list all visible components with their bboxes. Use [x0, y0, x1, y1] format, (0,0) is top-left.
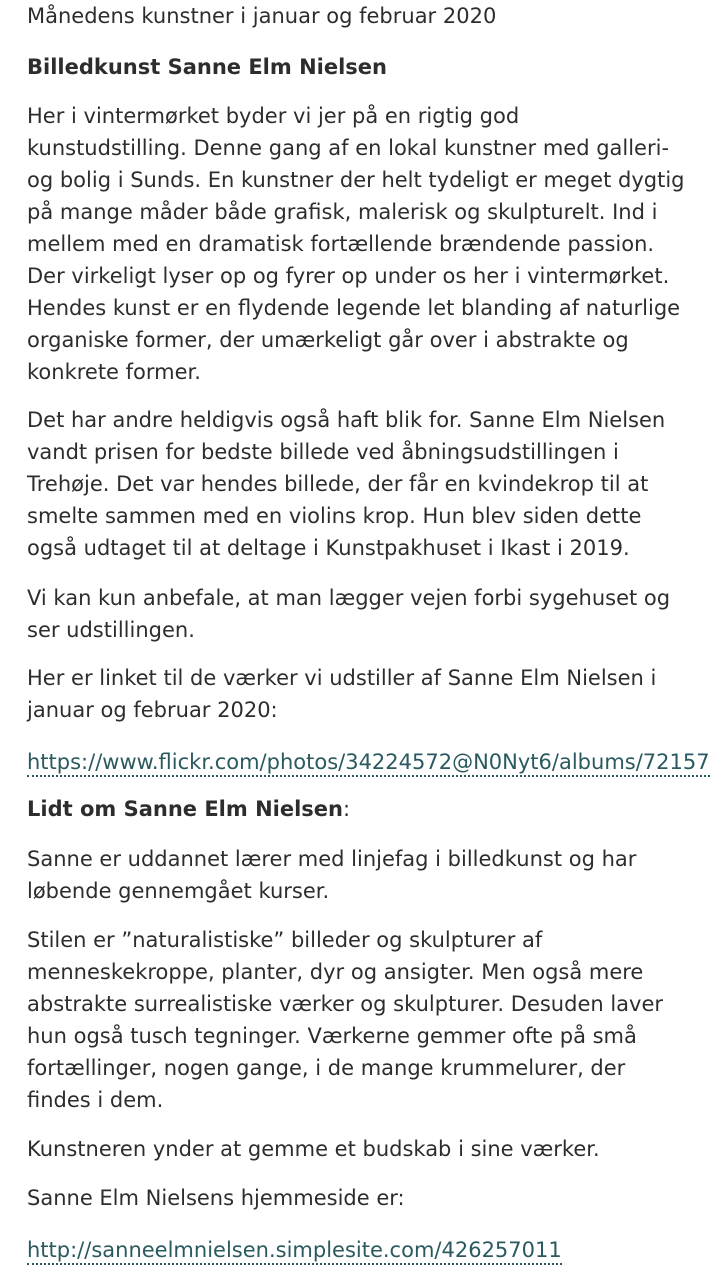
article-heading: Billedkunst Sanne Elm Nielsen — [27, 55, 387, 79]
paragraph-recommend — [27, 582, 670, 646]
text-line: Det har andre heldigvis også haft blik for. Sanne Elm Nielsen — [27, 408, 666, 432]
paragraph-link-intro — [27, 662, 656, 726]
text-line: kunstudstilling. Denne gang af en lokal kunstner med galleri- — [27, 136, 670, 160]
text-line: Hendes kunst er en flydende legende let blanding af naturlige — [27, 296, 681, 320]
intro-line: Månedens kunstner i januar og februar 2020 — [27, 4, 497, 28]
paragraph-style — [27, 924, 663, 1116]
text-line: hun også tusch tegninger. Værkerne gemmer ofte på små — [27, 1024, 637, 1048]
text-line: menneskekroppe, planter, dyr og ansigter. Men også mere — [27, 960, 644, 984]
text-line: abstrakte surrealistiske værker og skulpturer. Desuden laver — [27, 992, 664, 1016]
text-line: Trehøje. Det var hendes billede, der får en kvindekrop til at — [27, 472, 649, 496]
text-line: og bolig i Sunds. En kunstner der helt tydeligt er meget dygtig — [27, 168, 685, 192]
text-line: på mange måder både grafisk, malerisk og skulpturelt. Ind i — [27, 200, 658, 224]
text-line: fortællinger, nogen gange, i de mange krummelurer, der — [27, 1056, 626, 1080]
paragraph-message: Kunstneren ynder at gemme et budskab i sine værker. — [27, 1137, 600, 1161]
text-line: findes i dem. — [27, 1088, 164, 1112]
text-line: ser udstillingen. — [27, 618, 195, 642]
text-line: konkrete former. — [27, 360, 201, 384]
homepage-link[interactable]: http://sanneelmnielsen.simplesite.com/426257011 — [27, 1237, 562, 1265]
paragraph-intro — [27, 100, 685, 388]
text-line: Sanne er uddannet lærer med linjefag i billedkunst og har — [27, 847, 637, 871]
about-colon: : — [342, 797, 351, 821]
text-line: Der virkeligt lyser op og fyrer op under os her i vintermørket. — [27, 264, 670, 288]
text-line: løbende gennemgået kurser. — [27, 879, 330, 903]
paragraph-award — [27, 404, 665, 564]
text-line: januar og februar 2020: — [27, 698, 278, 722]
text-line: også udtaget til at deltage i Kunstpakhuset i Ikast i 2019. — [27, 536, 630, 560]
text-line: Stilen er ”naturalistiske” billeder og skulpturer af — [27, 928, 543, 952]
homepage-link-row — [27, 1234, 727, 1266]
text-line: organiske former, der umærkeligt går over i abstrakte og — [27, 328, 629, 352]
paragraph-education — [27, 843, 636, 907]
text-line: Her er linket til de værker vi udstiller af Sanne Elm Nielsen i — [27, 666, 657, 690]
text-line: mellem med en dramatisk fortællende brændende passion. — [27, 232, 655, 256]
text-line: Vi kan kun anbefale, at man lægger vejen forbi sygehuset og — [27, 586, 671, 610]
paragraph-homepage-intro: Sanne Elm Nielsens hjemmeside er: — [27, 1186, 405, 1210]
text-line: vandt prisen for bedste billede ved åbningsudstillingen i — [27, 440, 619, 464]
text-line: Her i vintermørket byder vi jer på en rigtig god — [27, 104, 520, 128]
flickr-album-link[interactable]: https://www.flickr.com/photos/34224572@N0Nyt6/albums/72157 — [27, 749, 710, 777]
flickr-link-row — [27, 746, 727, 778]
text-line: smelte sammen med en violins krop. Hun blev siden dette — [27, 504, 642, 528]
about-heading: Lidt om Sanne Elm Nielsen — [27, 797, 343, 821]
about-heading-row — [27, 793, 350, 825]
